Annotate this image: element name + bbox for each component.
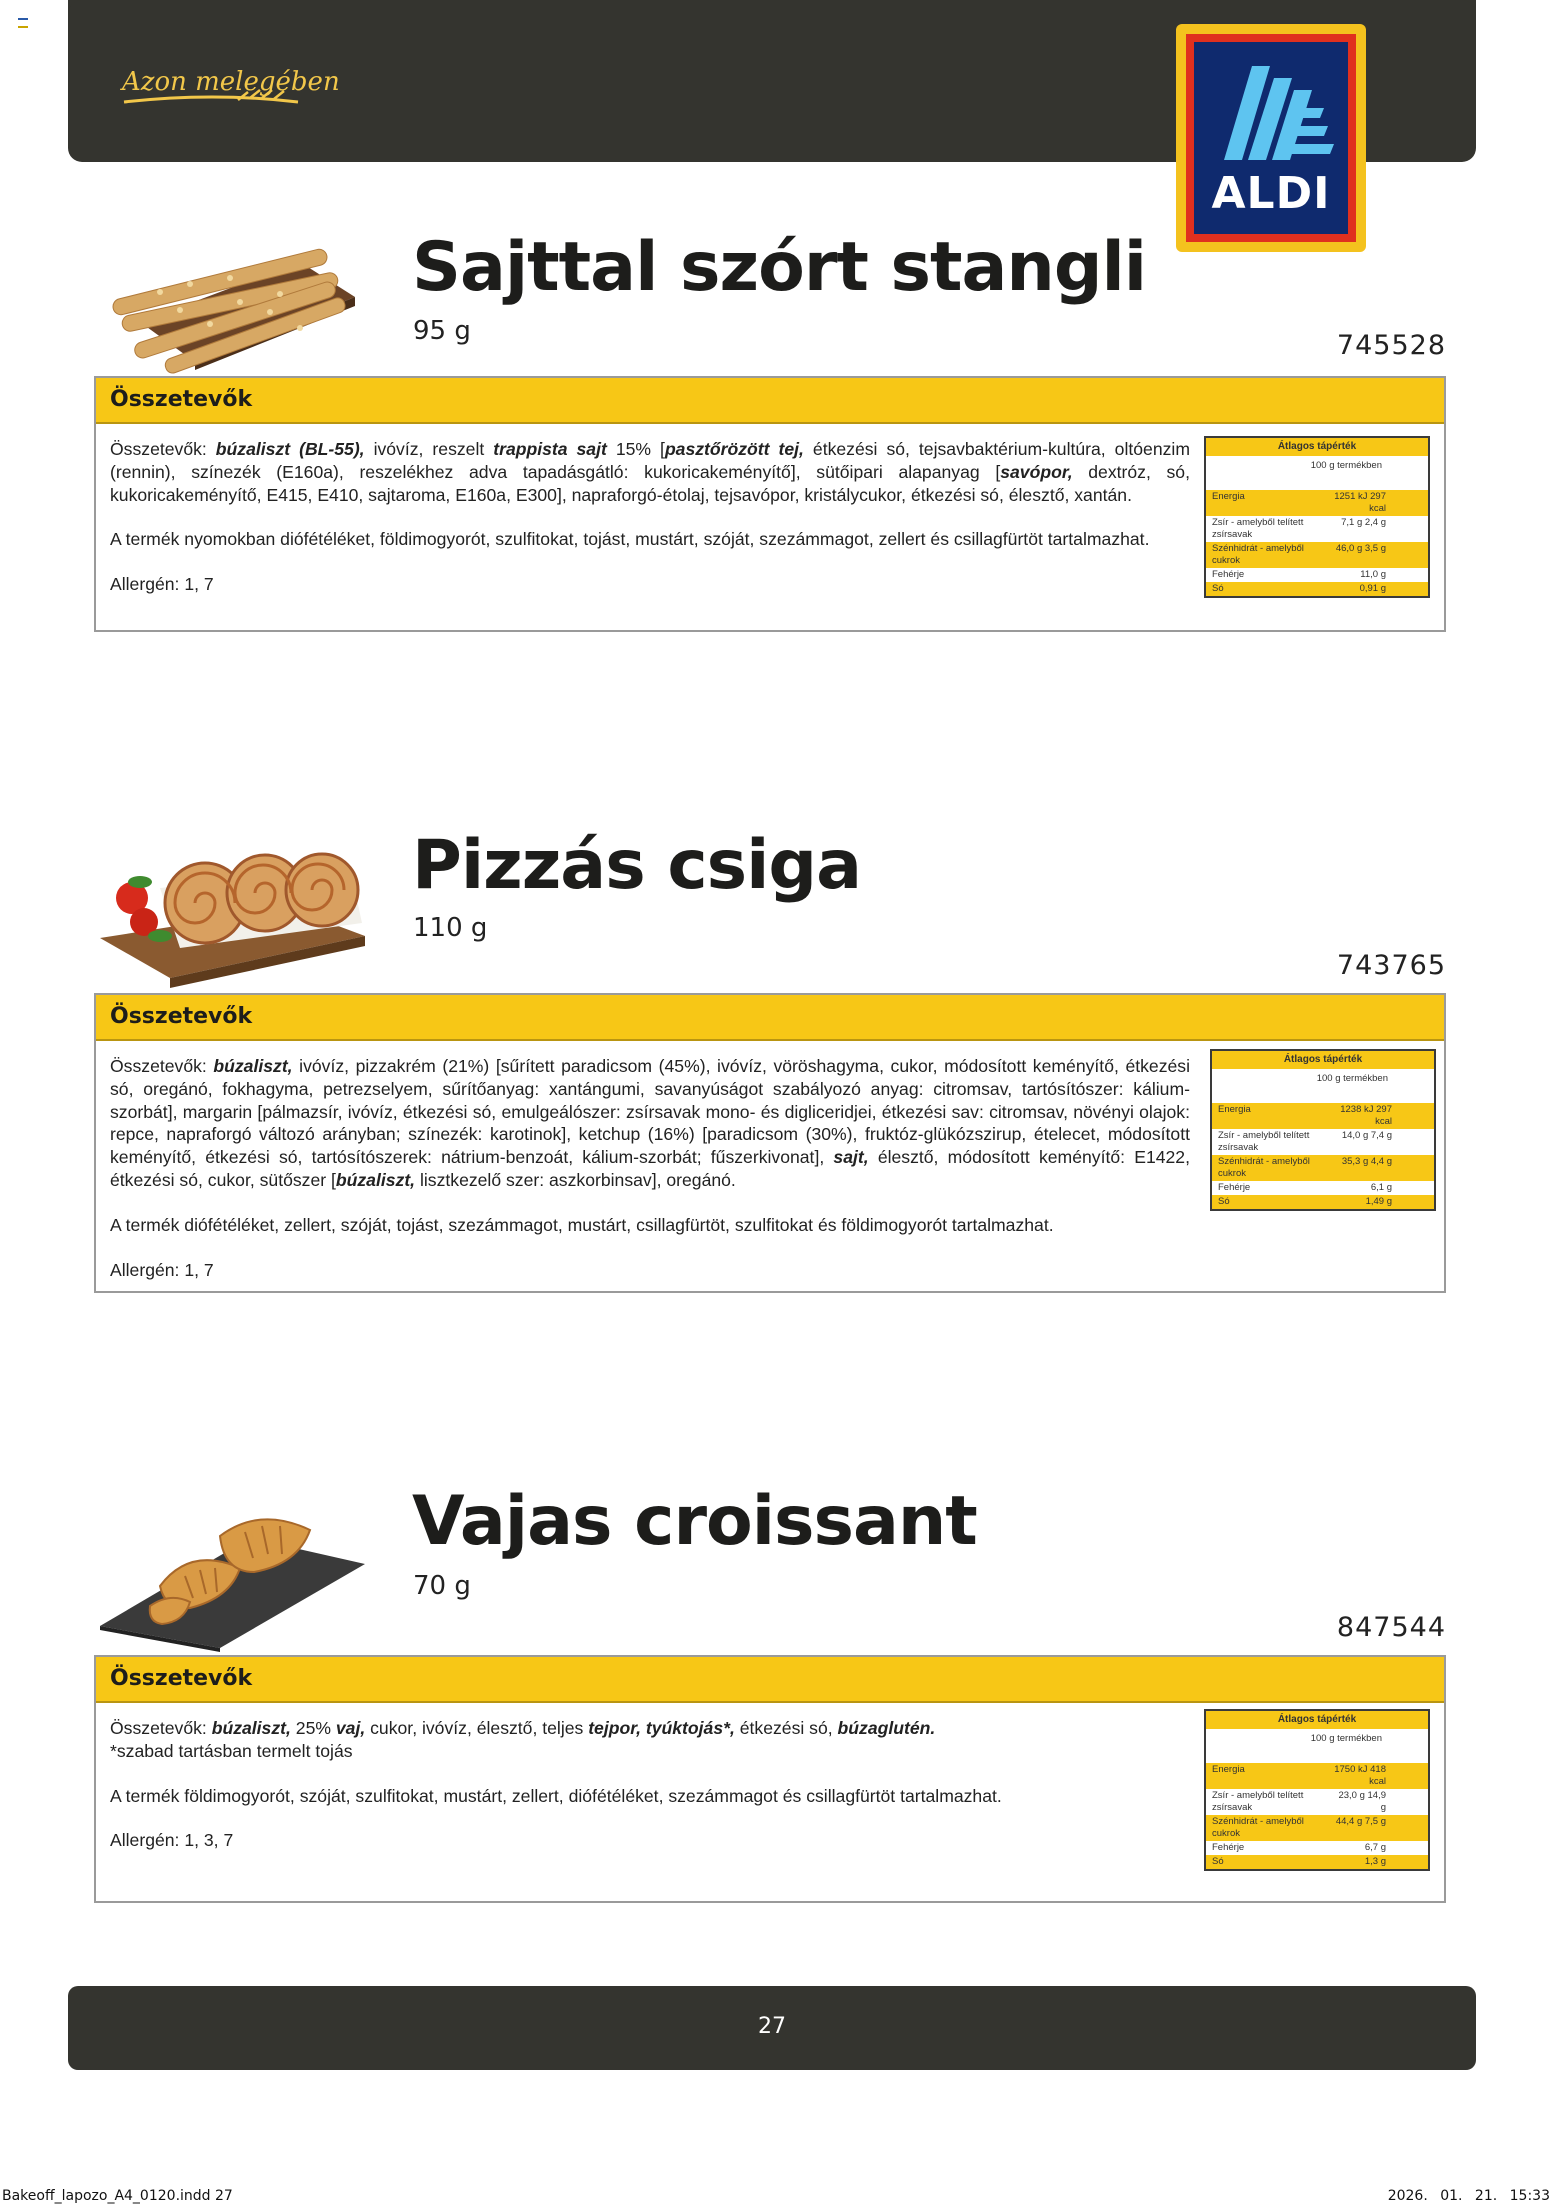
registration-mark <box>18 18 28 28</box>
nutrition-label: Energia <box>1212 491 1245 502</box>
nutrition-label: Szénhidrát - amelyből cukrok <box>1218 1156 1310 1179</box>
product-title: Pizzás csiga <box>412 826 861 905</box>
nutrition-value: 23,0 g 14,9 g <box>1338 1790 1386 1813</box>
nutrition-title: Átlagos tápérték <box>1206 1711 1428 1729</box>
nutrition-row <box>1206 490 1428 516</box>
nutrition-row <box>1206 516 1428 542</box>
nutrition-label: Energia <box>1212 1764 1245 1775</box>
nutrition-value: 11,0 g <box>1360 569 1386 580</box>
nutrition-value: 6,7 g <box>1364 1842 1386 1853</box>
nutrition-row <box>1212 1103 1434 1129</box>
nutrition-row <box>1212 1181 1434 1195</box>
nutrition-column-header: 100 g termékben <box>1310 1733 1382 1744</box>
nutrition-value: 6,1 g <box>1370 1182 1392 1193</box>
aldi-logo <box>1176 24 1366 252</box>
nutrition-label: Zsír - amelyből telített zsírsavak <box>1212 517 1304 540</box>
brand-logo-text: Azon melegében <box>122 67 340 97</box>
ingredients-box <box>94 1655 1446 1903</box>
allergen-text: Allergén: 1, 7 <box>110 1259 214 1280</box>
nutrition-row <box>1206 1789 1428 1815</box>
traces-text: A termék nyomokban diófétéléket, földimogyorót, szulfitokat, tojást, mustárt, szóját, szezámmagot, zellert és csillagfürtöt tartalmazhat. <box>110 529 1150 550</box>
nutrition-table <box>1204 1709 1430 1871</box>
page-number: 27 <box>758 2014 786 2039</box>
nutrition-value: 0,91 g <box>1359 583 1386 594</box>
nutrition-value: 1251 kJ 297 kcal <box>1334 491 1386 514</box>
nutrition-label: Szénhidrát - amelyből cukrok <box>1212 1816 1304 1839</box>
nutrition-label: Fehérje <box>1212 1842 1245 1853</box>
nutrition-value: 1750 kJ 418 kcal <box>1334 1764 1386 1787</box>
aldi-logo-text: ALDI <box>1211 168 1331 219</box>
nutrition-row <box>1206 1815 1428 1841</box>
nutrition-row <box>1212 1129 1434 1155</box>
aldi-stripes-icon <box>1194 48 1348 168</box>
nutrition-row <box>1212 1195 1434 1209</box>
nutrition-value: 1,49 g <box>1365 1196 1392 1207</box>
nutrition-value: 1238 kJ 297 kcal <box>1340 1104 1392 1127</box>
nutrition-row <box>1206 1763 1428 1789</box>
nutrition-row <box>1206 1855 1428 1869</box>
nutrition-label: Fehérje <box>1212 569 1245 580</box>
ingredients-text: Összetevők: búzaliszt (BL-55), ivóvíz, reszelt trappista sajt 15% [pasztőrözött tej, étkezési só, tejsavbaktérium-kultúra, oltóenzim (rennin), színezék (E160a), reszelékhez adva tapadásgátló: kukoricakeményítő], sütőipari alapanyag [savópor, dextróz, só, kukoricakeményítő, E415, E410, sajtaroma, E160a, E300], napraforgó-étolaj, tejsavópor, kristálycukor, étkezési só, élesztő, xantán. <box>110 439 1190 505</box>
nutrition-value: 1,3 g <box>1364 1856 1386 1867</box>
print-date-info: 2026. 01. 21. 15:33 <box>1387 2188 1550 2204</box>
product-title: Sajttal szórt stangli <box>412 228 1147 307</box>
nutrition-label: Só <box>1212 1856 1224 1867</box>
traces-text: A termék földimogyorót, szóját, szulfitokat, mustárt, zellert, diófétéléket, szezámmagot és csillagfürtöt tartalmazhat. <box>110 1785 1002 1806</box>
ingredients-text: Összetevők: búzaliszt, 25% vaj, cukor, ivóvíz, élesztő, teljes tejpor, tyúktojás*, étkezési só, búzaglutén. *szabad tartásban termelt tojás <box>110 1718 936 1761</box>
product-weight: 70 g <box>413 1571 471 1601</box>
cheese-stick-image <box>100 212 370 372</box>
nutrition-label: Zsír - amelyből telített zsírsavak <box>1212 1790 1304 1813</box>
nutrition-label: Szénhidrát - amelyből cukrok <box>1212 543 1304 566</box>
nutrition-value: 35,3 g 4,4 g <box>1341 1156 1392 1167</box>
brand-logo <box>118 62 340 122</box>
product-weight: 110 g <box>413 913 488 943</box>
pizza-roll-image <box>100 818 370 993</box>
nutrition-row <box>1206 542 1428 568</box>
nutrition-value: 14,0 g 7,4 g <box>1341 1130 1392 1141</box>
product-code: 743765 <box>1336 950 1446 981</box>
nutrition-table <box>1204 436 1430 598</box>
footer-band <box>68 1986 1476 2070</box>
nutrition-value: 44,4 g 7,5 g <box>1335 1816 1386 1827</box>
ingredients-box <box>94 376 1446 632</box>
allergen-text: Allergén: 1, 3, 7 <box>110 1830 234 1851</box>
product-code: 745528 <box>1336 330 1446 361</box>
nutrition-column-header: 100 g termékben <box>1316 1073 1388 1084</box>
ingredients-header: Összetevők <box>96 995 1444 1041</box>
croissant-image <box>100 1476 370 1651</box>
nutrition-title: Átlagos tápérték <box>1206 438 1428 456</box>
product-title: Vajas croissant <box>412 1482 977 1561</box>
nutrition-row <box>1206 568 1428 582</box>
ingredients-box <box>94 993 1446 1293</box>
nutrition-value: 7,1 g 2,4 g <box>1341 517 1386 528</box>
nutrition-title: Átlagos tápérték <box>1212 1051 1434 1069</box>
ingredients-text: Összetevők: búzaliszt, ivóvíz, pizzakrém (21%) [sűrített paradicsom (45%), ivóvíz, vöröshagyma, cukor, módosított keményítő, étkezési só, oregánó, fokhagyma, petrezselyem, sűrítőanyag: xantángumi, savanyúságot szabályozó anyag: citromsav, tartósítószer: kálium-szorbát], margarin [pálmazsír, ivóvíz, étkezési só, emulgeálószer: zsírsavak mono- és digliceridjei, étkezési sav: citromsav, növényi olajok: repce, napraforgó változó arányban; színezék: karotinok], ketchup (16%) [paradicsom (30%), fruktóz-glükózszirup, ételecet, módosított keményítő, étkezési só, tartósítószerek: nátrium-benzoát, kálium-szorbát; fűszerkivonat], sajt, élesztő, módosított keményítő: E1422, étkezési só, cukor, sütőszer [búzaliszt, lisztkezelő szer: aszkorbinsav], oregánó. <box>110 1056 1190 1190</box>
ingredients-header: Összetevők <box>96 378 1444 424</box>
nutrition-label: Energia <box>1218 1104 1251 1115</box>
nutrition-row <box>1212 1155 1434 1181</box>
nutrition-row <box>1206 1841 1428 1855</box>
product-code: 847544 <box>1336 1612 1446 1643</box>
nutrition-row <box>1206 582 1428 596</box>
ingredients-header: Összetevők <box>96 1657 1444 1703</box>
nutrition-label: Só <box>1212 583 1224 594</box>
nutrition-table <box>1210 1049 1436 1211</box>
nutrition-label: Zsír - amelyből telített zsírsavak <box>1218 1130 1310 1153</box>
nutrition-value: 46,0 g 3,5 g <box>1335 543 1386 554</box>
nutrition-column-header: 100 g termékben <box>1310 460 1382 471</box>
product-weight: 95 g <box>413 316 471 346</box>
allergen-text: Allergén: 1, 7 <box>110 574 214 595</box>
nutrition-label: Fehérje <box>1218 1182 1251 1193</box>
traces-text: A termék diófétéléket, zellert, szóját, tojást, szezámmagot, mustárt, csillagfürtöt, szulfitokat és földimogyorót tartalmazhat. <box>110 1214 1054 1235</box>
print-file-info: Bakeoff_lapozo_A4_0120.indd 27 <box>2 2188 233 2204</box>
nutrition-label: Só <box>1218 1196 1230 1207</box>
